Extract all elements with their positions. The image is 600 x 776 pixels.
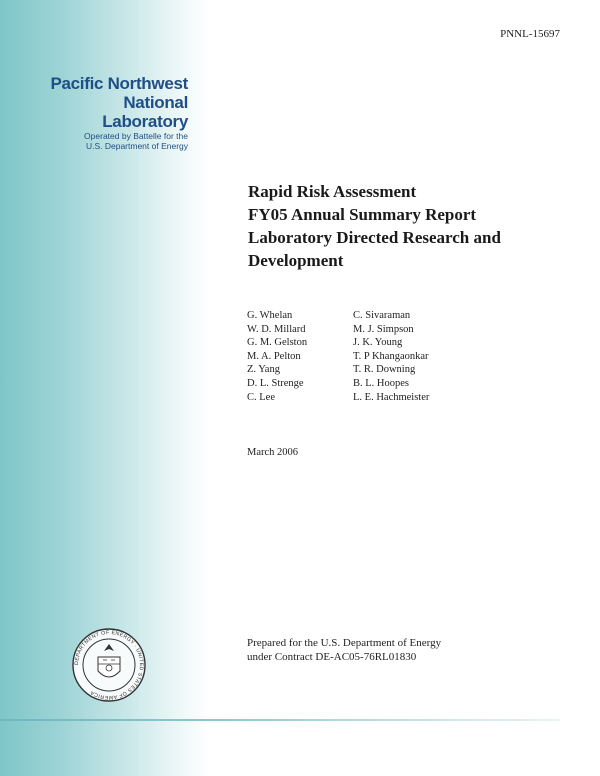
- author: M. A. Pelton: [247, 350, 301, 362]
- author: Z. Yang: [247, 364, 280, 376]
- publication-date: March 2006: [247, 447, 299, 458]
- author: D. L. Strenge: [247, 377, 304, 389]
- author: J. K. Young: [353, 337, 403, 349]
- author: T. R. Downing: [353, 364, 416, 376]
- lab-logo: [38, 74, 188, 151]
- prepared-line1: Prepared for the U.S. Department of Energy: [247, 637, 442, 649]
- author-column-left: [247, 309, 307, 404]
- author: B. L. Hoopes: [353, 377, 409, 389]
- author: C. Lee: [247, 391, 275, 403]
- title-line2: FY05 Annual Summary Report: [248, 205, 477, 224]
- footer-divider: [0, 719, 560, 721]
- author: G. M. Gelston: [247, 337, 308, 349]
- doe-seal-icon: [71, 627, 147, 703]
- lab-name-line1: Pacific Northwest: [50, 74, 188, 93]
- author-column-right: [353, 309, 429, 404]
- svg-text:DEPARTMENT OF ENERGY · UNITED: DEPARTMENT OF ENERGY · UNITED STATES OF AMERICA: [73, 629, 145, 701]
- author: G. Whelan: [247, 310, 293, 321]
- lab-sub-line1: Operated by Battelle for the: [84, 131, 188, 141]
- title-line4: Development: [248, 251, 344, 270]
- title-line3: Laboratory Directed Research and: [248, 228, 501, 247]
- prepared-line2: under Contract DE-AC05-76RL01830: [247, 651, 417, 663]
- author: M. J. Simpson: [353, 323, 414, 335]
- report-number: PNNL-15697: [500, 28, 560, 40]
- lab-name-line2: National Laboratory: [102, 93, 188, 131]
- author: C. Sivaraman: [353, 310, 411, 321]
- lab-sub-line2: U.S. Department of Energy: [85, 141, 188, 151]
- author: L. E. Hachmeister: [353, 391, 430, 403]
- prepared-for-statement: [247, 636, 441, 664]
- report-title: [248, 180, 548, 272]
- title-line1: Rapid Risk Assessment: [248, 182, 417, 201]
- author: W. D. Millard: [247, 323, 306, 335]
- author: T. P Khangaonkar: [353, 350, 429, 362]
